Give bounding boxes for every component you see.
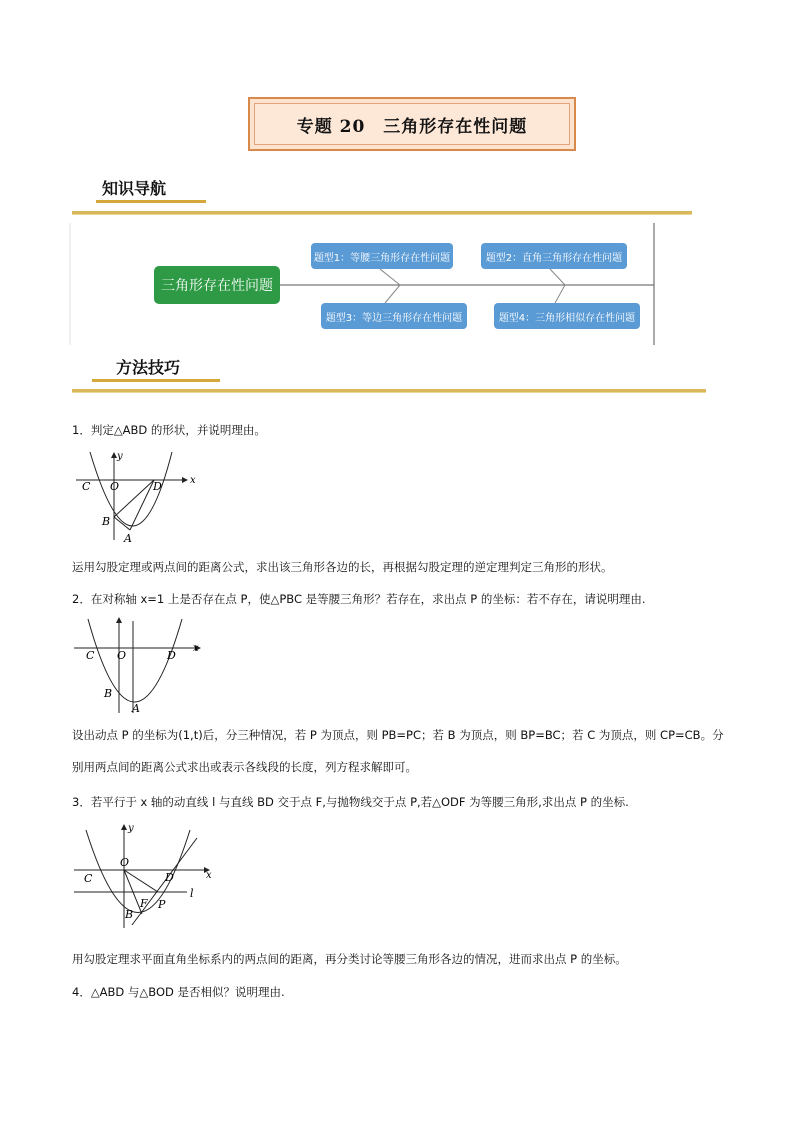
point-label-C: C	[86, 649, 95, 662]
point-label-B: B	[102, 515, 111, 528]
answer-3: 用勾股定理求平面直角坐标系内的两点间的距离，再分类讨论等腰三角形各边的情况，进而求出点 P 的坐标。	[72, 952, 627, 966]
mind-map-leaf-2: 题型2：直角三角形存在性问题	[481, 243, 627, 269]
answer-1: 运用勾股定理或两点间的距离公式，求出该三角形各边的长，再根据勾股定理的逆定理判定三角形的形状。	[72, 560, 613, 574]
mind-map-leaf-4: 题型4：三角形相似存在性问题	[494, 303, 640, 329]
answer-2-line-1: 设出动点 P 的坐标为(1,t)后，分三种情况，若 P 为顶点，则 PB=PC；若 B 为顶点，则 BP=BC；若 C 为顶点，则 CP=CB。分	[72, 728, 724, 742]
figure-2	[72, 615, 207, 715]
axis-label-y: y	[128, 823, 134, 834]
axis-label-x: x	[190, 475, 196, 486]
mind-map-leaf-1: 题型1：等腰三角形存在性问题	[311, 243, 453, 269]
question-2: 2．在对称轴 x=1 上是否存在点 P，使△PBC 是等腰三角形？若存在，求出点 P 的坐标：若不存在，请说明理由.	[72, 592, 646, 606]
question-1: 1．判定△ABD 的形状，并说明理由。	[72, 423, 266, 437]
figure-1	[72, 450, 196, 545]
section-heading-underline	[96, 200, 206, 203]
mind-map	[70, 223, 660, 348]
point-label-A: A	[124, 532, 132, 545]
point-label-D: D	[153, 480, 162, 493]
point-label-B: B	[104, 687, 113, 700]
section-heading-knowledge: 知识导航	[102, 179, 167, 198]
line-label-l: l	[190, 887, 194, 900]
mind-map-leaf-3: 题型3：等边三角形存在性问题	[321, 303, 467, 329]
mind-map-root: 三角形存在性问题	[154, 266, 280, 304]
section-divider	[72, 211, 692, 215]
axis-label-x: x	[206, 870, 212, 881]
point-label-O: O	[120, 856, 130, 869]
point-label-O: O	[110, 480, 120, 493]
section-heading-underline	[92, 379, 220, 382]
axis-label-y: y	[117, 451, 123, 462]
section-divider	[72, 389, 706, 393]
section-heading-methods: 方法技巧	[116, 358, 181, 377]
page-title: 专题 20 三角形存在性问题	[254, 103, 570, 145]
point-label-P: P	[158, 898, 166, 911]
point-label-C: C	[82, 480, 91, 493]
question-4: 4．△ABD 与△BOD 是否相似？说明理由.	[72, 985, 285, 999]
point-label-D: D	[167, 649, 176, 662]
answer-2-line-2: 别用两点间的距离公式求出或表示各线段的长度，列方程求解即可。	[72, 760, 417, 774]
point-label-F: F	[140, 897, 148, 910]
point-label-C: C	[84, 872, 93, 885]
title-box	[248, 97, 576, 151]
point-label-A: A	[132, 702, 140, 715]
figure-3	[72, 820, 217, 930]
axis-label-x: x	[193, 643, 199, 654]
point-label-D: D	[165, 871, 174, 884]
point-label-O: O	[117, 649, 127, 662]
point-label-B: B	[125, 908, 134, 921]
question-3: 3．若平行于 x 轴的动直线 l 与直线 BD 交于点 F,与抛物线交于点 P,若△ODF 为等腰三角形,求出点 P 的坐标.	[72, 795, 629, 809]
